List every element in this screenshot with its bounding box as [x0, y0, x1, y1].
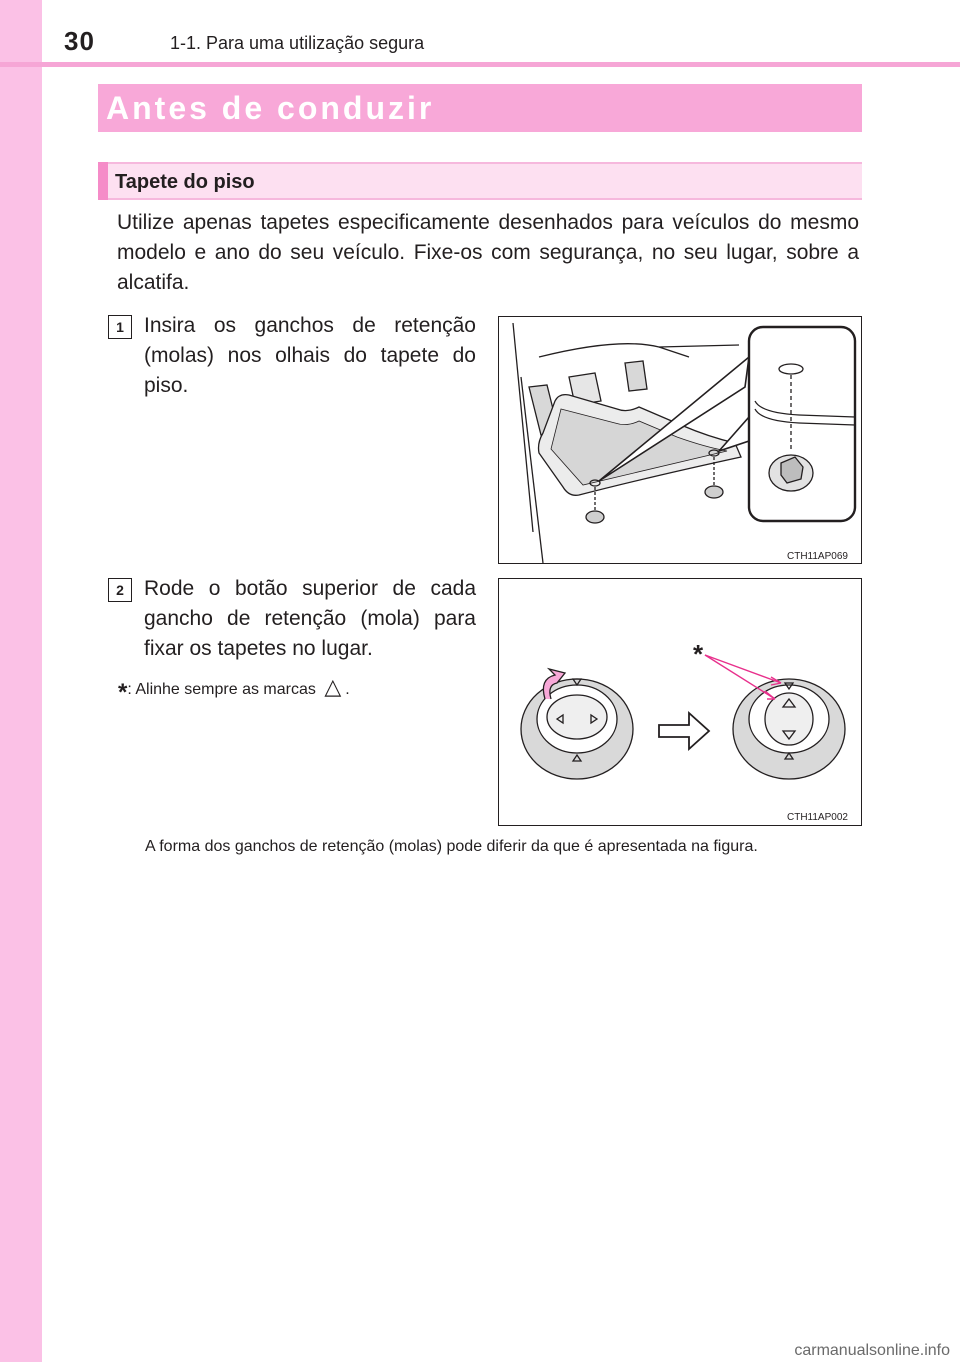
figure-retention-hook	[498, 578, 862, 826]
running-header: 1-1. Para uma utilização segura	[170, 33, 425, 53]
section-title: Antes de conduzir	[106, 90, 435, 126]
intro-paragraph: Utilize apenas tapetes especificamente desenhados para veículos do mesmo modelo e ano do seu veículo. Fixe-os com segurança, no seu lugar, sobre a alcatifa.	[117, 211, 859, 294]
note-text: : Alinhe sempre as marcas	[127, 681, 316, 698]
subsection-title: Tapete do piso	[115, 171, 255, 193]
step-1-text: Insira os ganchos de retenção (molas) nos olhais do tapete do piso.	[144, 314, 476, 397]
note-end: .	[345, 681, 350, 698]
footnote-text: A forma dos ganchos de retenção (molas) pode diferir da que é apresentada na figura.	[145, 838, 758, 855]
alignment-note	[118, 674, 350, 707]
figure-floor-mat	[498, 316, 862, 564]
triangle-mark-icon: △	[324, 674, 342, 699]
header-rule	[0, 62, 960, 67]
left-margin-strip	[0, 0, 42, 1362]
note-asterisk: *	[118, 679, 128, 706]
step-2-text: Rode o botão superior de cada gancho de retenção (mola) para fixar os tapetes no lugar.	[144, 577, 476, 660]
retention-hook-illustration	[499, 579, 861, 825]
subsection-banner	[98, 162, 862, 200]
step-2-badge: 2	[108, 578, 132, 602]
watermark-text: carmanualsonline.info	[794, 1342, 950, 1359]
step-1-badge: 1	[108, 315, 132, 339]
figure-1-code: CTH11AP069	[787, 551, 848, 562]
floor-mat-illustration	[499, 317, 861, 563]
subsection-accent-bar	[98, 162, 108, 200]
page-number: 30	[64, 26, 95, 56]
figure-2-code: CTH11AP002	[787, 812, 848, 823]
section-banner	[98, 84, 862, 132]
figure-2-asterisk: *	[693, 639, 704, 669]
